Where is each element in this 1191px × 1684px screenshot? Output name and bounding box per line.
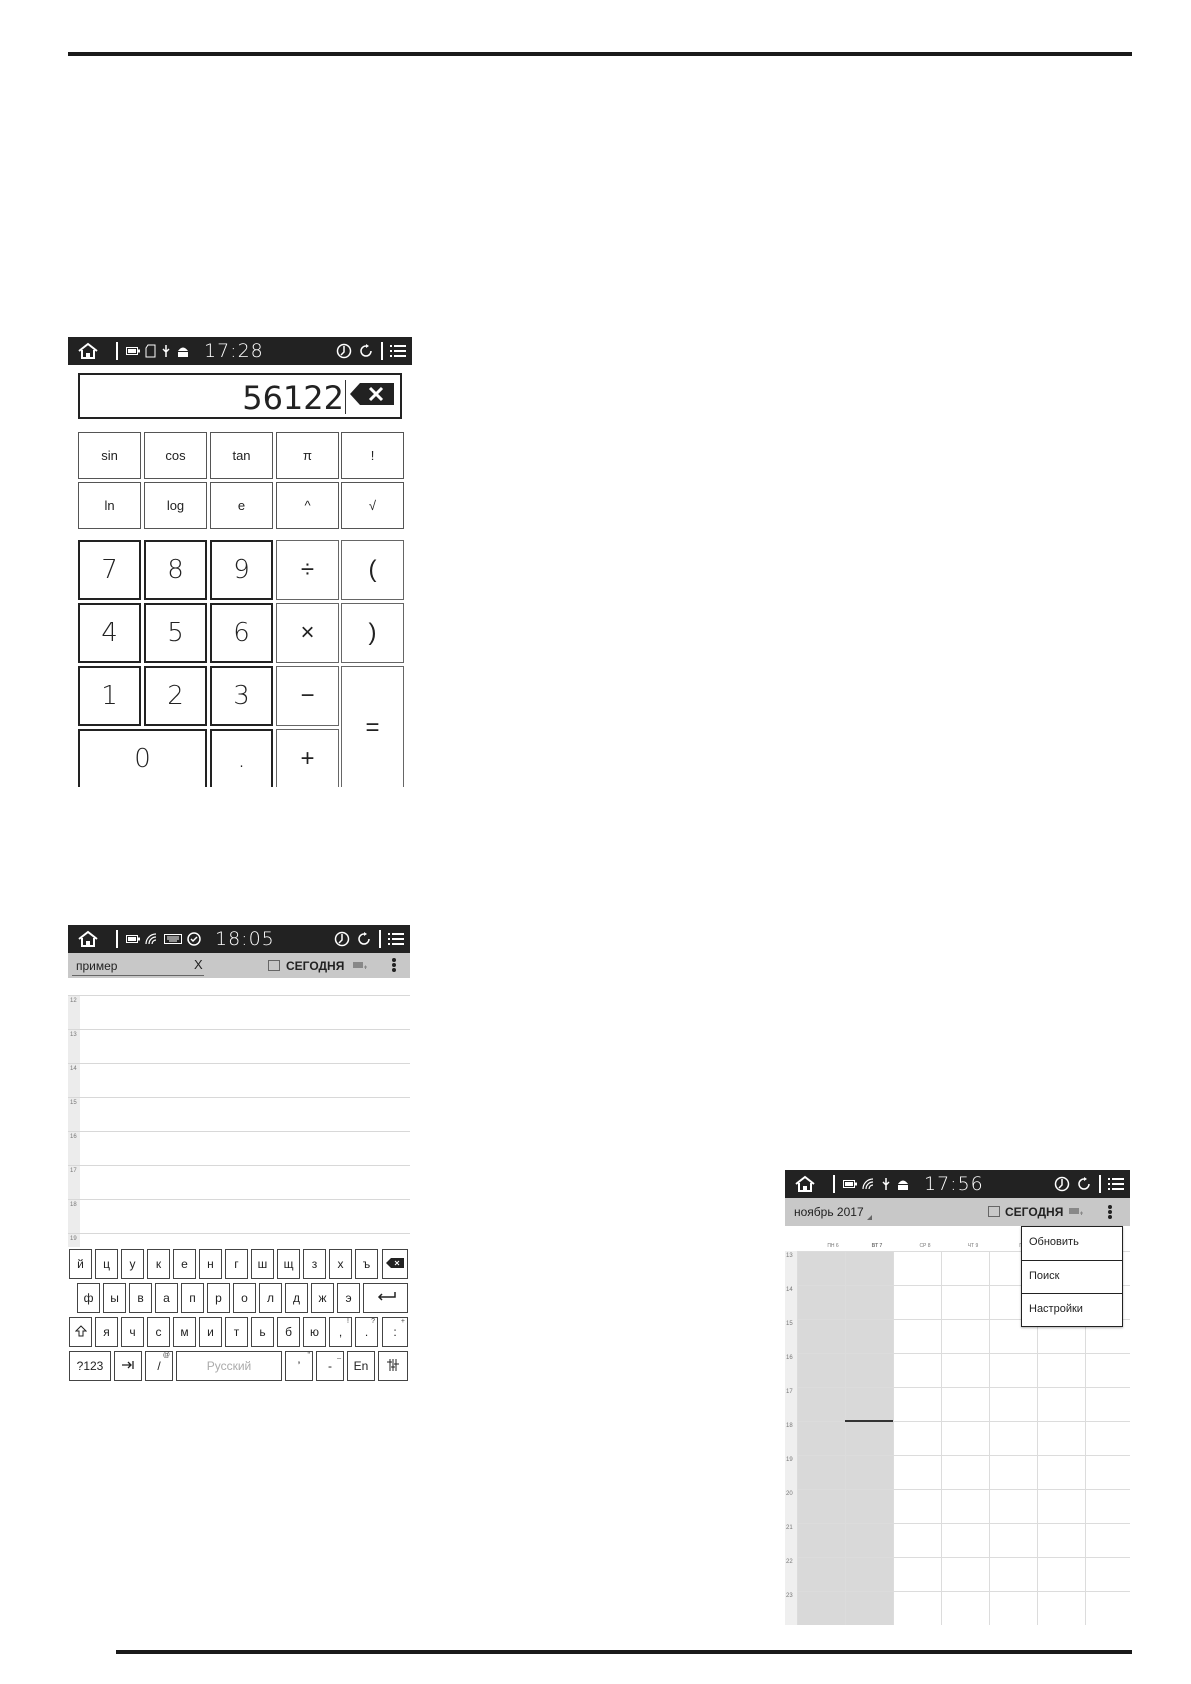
hour-label: 19	[70, 1236, 77, 1242]
usb-icon	[881, 1177, 891, 1191]
backspace-icon	[386, 1257, 404, 1271]
key[interactable]: к	[147, 1249, 170, 1279]
key[interactable]: ч	[121, 1317, 144, 1347]
tan-button[interactable]: tan	[210, 432, 273, 479]
digit-3-button[interactable]: 3	[210, 666, 273, 726]
key-label: .	[364, 1325, 369, 1339]
hour-label: 13	[786, 1253, 793, 1259]
page-bottom-rule	[116, 1650, 1132, 1654]
key[interactable]: в	[129, 1283, 152, 1313]
hour-label: 17	[786, 1389, 793, 1395]
hour-row[interactable]	[68, 1097, 410, 1131]
search-input[interactable]: пример	[76, 959, 118, 973]
key[interactable]: м	[173, 1317, 196, 1347]
android-debug-icon	[176, 344, 190, 358]
hour-row[interactable]	[68, 1199, 410, 1233]
battery-icon	[126, 932, 140, 946]
home-icon[interactable]	[68, 337, 108, 365]
status-time: 17:56	[924, 1173, 984, 1195]
key[interactable]: щ	[277, 1249, 300, 1279]
key[interactable]: с	[147, 1317, 170, 1347]
key-sublabel: "	[307, 1352, 310, 1359]
sqrt-button[interactable]: √	[341, 482, 404, 529]
status-bar	[785, 1170, 1130, 1198]
period-key[interactable]	[355, 1317, 378, 1347]
key[interactable]: л	[259, 1283, 282, 1313]
key[interactable]: р	[207, 1283, 230, 1313]
status-bar	[68, 337, 412, 365]
hour-row[interactable]	[68, 995, 410, 1029]
divide-button[interactable]: ÷	[276, 540, 339, 600]
shift-key[interactable]	[69, 1317, 92, 1347]
sd-card-icon	[145, 344, 156, 358]
factorial-button[interactable]: !	[341, 432, 404, 479]
hour-row	[797, 1421, 1130, 1455]
refresh-icon[interactable]	[1076, 1177, 1092, 1191]
power-button[interactable]: ^	[276, 482, 339, 529]
digit-1-button[interactable]: 1	[78, 666, 141, 726]
search-underline	[72, 975, 204, 976]
hour-row	[797, 1557, 1130, 1591]
overflow-menu-icon[interactable]	[1108, 1205, 1112, 1219]
menu-list-icon[interactable]	[1108, 1177, 1124, 1191]
key[interactable]: а	[155, 1283, 178, 1313]
new-event-icon[interactable]	[1069, 1207, 1083, 1217]
key[interactable]: б	[277, 1317, 300, 1347]
hour-row	[797, 1353, 1130, 1387]
key[interactable]: ж	[311, 1283, 334, 1313]
key[interactable]: з	[303, 1249, 326, 1279]
minus-button[interactable]: −	[276, 666, 339, 726]
key[interactable]: х	[329, 1249, 352, 1279]
menu-item-search[interactable]: Поиск	[1022, 1260, 1122, 1293]
key[interactable]: е	[173, 1249, 196, 1279]
equals-button[interactable]: =	[341, 666, 404, 787]
hour-row	[797, 1523, 1130, 1557]
enter-icon	[376, 1291, 396, 1305]
sin-button[interactable]: sin	[78, 432, 141, 479]
hour-row[interactable]	[68, 1165, 410, 1199]
close-paren-button[interactable]: )	[341, 603, 404, 663]
battery-icon	[126, 344, 140, 358]
enter-key[interactable]	[363, 1283, 408, 1313]
hour-row	[797, 1387, 1130, 1421]
status-time: 18:05	[215, 928, 275, 950]
key[interactable]: ь	[251, 1317, 274, 1347]
day-label[interactable]: ЧТ 9	[967, 1243, 979, 1249]
key[interactable]: п	[181, 1283, 204, 1313]
key[interactable]: ф	[77, 1283, 100, 1313]
pi-button[interactable]: π	[276, 432, 339, 479]
hour-label: 14	[786, 1287, 793, 1293]
key[interactable]: ц	[95, 1249, 118, 1279]
hour-row	[797, 1489, 1130, 1523]
multiply-button[interactable]: ×	[276, 603, 339, 663]
calculator-screen	[68, 337, 412, 787]
hour-label: 17	[70, 1168, 77, 1174]
hour-label: 12	[70, 998, 77, 1004]
refresh-icon[interactable]	[358, 344, 374, 358]
symbols-key[interactable]: ?123	[69, 1351, 111, 1381]
hour-label: 13	[70, 1032, 77, 1038]
key[interactable]: ю	[303, 1317, 326, 1347]
hour-label: 14	[70, 1066, 77, 1072]
key-sublabel: +	[400, 1318, 405, 1325]
battery-icon	[843, 1177, 857, 1191]
hour-label: 23	[786, 1593, 793, 1599]
clean-icon[interactable]	[1054, 1177, 1070, 1191]
current-time-indicator	[845, 1420, 893, 1422]
refresh-icon[interactable]	[356, 932, 372, 946]
hour-label: 21	[786, 1525, 793, 1531]
shift-icon	[75, 1325, 87, 1340]
menu-list-icon[interactable]	[390, 344, 406, 358]
hour-label: 16	[786, 1355, 793, 1361]
log-button[interactable]: log	[144, 482, 207, 529]
apostrophe-key[interactable]	[285, 1351, 313, 1381]
digit-7-button[interactable]: 7	[78, 540, 141, 600]
space-key[interactable]: Русский	[176, 1351, 282, 1381]
digit-8-button[interactable]: 8	[144, 540, 207, 600]
hour-label: 20	[786, 1491, 793, 1497]
key[interactable]: о	[233, 1283, 256, 1313]
key-label: :	[393, 1325, 397, 1339]
menu-item-settings[interactable]: Настройки	[1022, 1293, 1122, 1326]
status-bar	[68, 925, 410, 953]
calendar-week-screen	[785, 1170, 1130, 1625]
dash-key[interactable]	[316, 1351, 344, 1381]
calendar-toolbar	[68, 953, 410, 978]
hour-label: 22	[786, 1559, 793, 1565]
digit-4-button[interactable]: 4	[78, 603, 141, 663]
status-divider-right	[1098, 1177, 1102, 1191]
key[interactable]: н	[199, 1249, 222, 1279]
backspace-icon[interactable]	[348, 381, 396, 407]
hour-row	[797, 1455, 1130, 1489]
new-event-icon[interactable]	[353, 961, 367, 971]
tab-icon	[122, 1359, 134, 1373]
language-key[interactable]: En	[347, 1351, 375, 1381]
hour-label: 18	[70, 1202, 77, 1208]
plus-button[interactable]: +	[276, 729, 339, 787]
key[interactable]: д	[285, 1283, 308, 1313]
digit-2-button[interactable]: 2	[144, 666, 207, 726]
android-debug-icon	[896, 1177, 910, 1191]
hour-row[interactable]	[68, 1063, 410, 1097]
key[interactable]: у	[121, 1249, 144, 1279]
key-sublabel: @	[162, 1352, 170, 1359]
calculator-display[interactable]	[78, 373, 402, 419]
page-top-rule	[68, 52, 1132, 56]
keyboard-icon	[164, 932, 182, 946]
calendar-today-icon	[268, 960, 280, 971]
today-button[interactable]: СЕГОДНЯ	[1005, 1205, 1064, 1219]
status-divider	[116, 342, 118, 360]
hour-row	[797, 1591, 1130, 1625]
overflow-menu	[1021, 1226, 1123, 1327]
alarm-icon	[187, 932, 201, 946]
key-label: -	[328, 1359, 332, 1373]
key-label: ,	[338, 1325, 343, 1339]
hour-gutter	[785, 1251, 797, 1625]
wifi-icon	[145, 932, 159, 946]
status-time: 17:28	[204, 340, 264, 362]
menu-item-refresh[interactable]: Обновить	[1029, 1236, 1079, 1248]
key[interactable]: э	[337, 1283, 360, 1313]
hour-label: 15	[786, 1321, 793, 1327]
key[interactable]: ш	[251, 1249, 274, 1279]
tab-key[interactable]	[114, 1351, 142, 1381]
text-cursor	[345, 380, 346, 414]
hour-row[interactable]	[68, 1029, 410, 1063]
keyboard-settings-key[interactable]	[378, 1351, 408, 1381]
digit-0-button[interactable]: 0	[78, 729, 207, 787]
display-value: 56122	[242, 379, 344, 417]
hour-label: 19	[786, 1457, 793, 1463]
digit-5-button[interactable]: 5	[144, 603, 207, 663]
status-divider	[833, 1175, 835, 1193]
key-sublabel: ?	[371, 1318, 375, 1325]
key[interactable]: й	[69, 1249, 92, 1279]
hour-label: 16	[70, 1134, 77, 1140]
status-divider-right	[380, 344, 384, 358]
digit-6-button[interactable]: 6	[210, 603, 273, 663]
key-sublabel: _	[337, 1352, 341, 1359]
key[interactable]: г	[225, 1249, 248, 1279]
key[interactable]: т	[225, 1317, 248, 1347]
key[interactable]: ъ	[355, 1249, 378, 1279]
e-button[interactable]: e	[210, 482, 273, 529]
hour-label: 18	[786, 1423, 793, 1429]
key-label: ’	[297, 1359, 301, 1373]
cos-button[interactable]: cos	[144, 432, 207, 479]
usb-icon	[161, 344, 171, 358]
comma-key[interactable]	[329, 1317, 352, 1347]
key[interactable]: ы	[103, 1283, 126, 1313]
day-label[interactable]: СР 8	[919, 1243, 931, 1249]
home-icon[interactable]	[68, 925, 108, 953]
digit-9-button[interactable]: 9	[210, 540, 273, 600]
hour-row[interactable]	[68, 1131, 410, 1165]
wifi-icon	[862, 1177, 876, 1191]
key[interactable]: я	[95, 1317, 118, 1347]
key[interactable]: и	[199, 1317, 222, 1347]
colon-key[interactable]	[382, 1317, 408, 1347]
day-label[interactable]: ВТ 7	[871, 1243, 883, 1249]
on-screen-keyboard	[68, 1247, 410, 1385]
status-divider	[116, 930, 118, 948]
open-paren-button[interactable]: (	[341, 540, 404, 600]
hour-label: 15	[70, 1100, 77, 1106]
day-label[interactable]: ПН 6	[827, 1243, 839, 1249]
clear-search-button[interactable]: X	[194, 957, 203, 972]
dropdown-caret-icon	[867, 1215, 872, 1220]
calendar-toolbar	[785, 1198, 1130, 1226]
calendar-today-icon	[988, 1206, 1000, 1217]
key-sublabel: !	[347, 1318, 349, 1325]
home-icon[interactable]	[785, 1170, 825, 1198]
slash-key[interactable]	[145, 1351, 173, 1381]
calendar-search-screen	[68, 925, 410, 1385]
settings-sliders-icon	[387, 1359, 399, 1374]
menu-list-icon[interactable]	[388, 932, 404, 946]
clean-icon[interactable]	[334, 932, 350, 946]
key-label: /	[157, 1359, 161, 1373]
ln-button[interactable]: ln	[78, 482, 141, 529]
backspace-key[interactable]	[382, 1249, 408, 1279]
today-button[interactable]: СЕГОДНЯ	[286, 959, 345, 973]
clean-icon[interactable]	[336, 344, 352, 358]
month-selector[interactable]: ноябрь 2017	[794, 1205, 864, 1219]
status-divider-right	[378, 932, 382, 946]
decimal-point-button[interactable]: .	[210, 729, 273, 787]
overflow-menu-icon[interactable]	[392, 958, 396, 972]
